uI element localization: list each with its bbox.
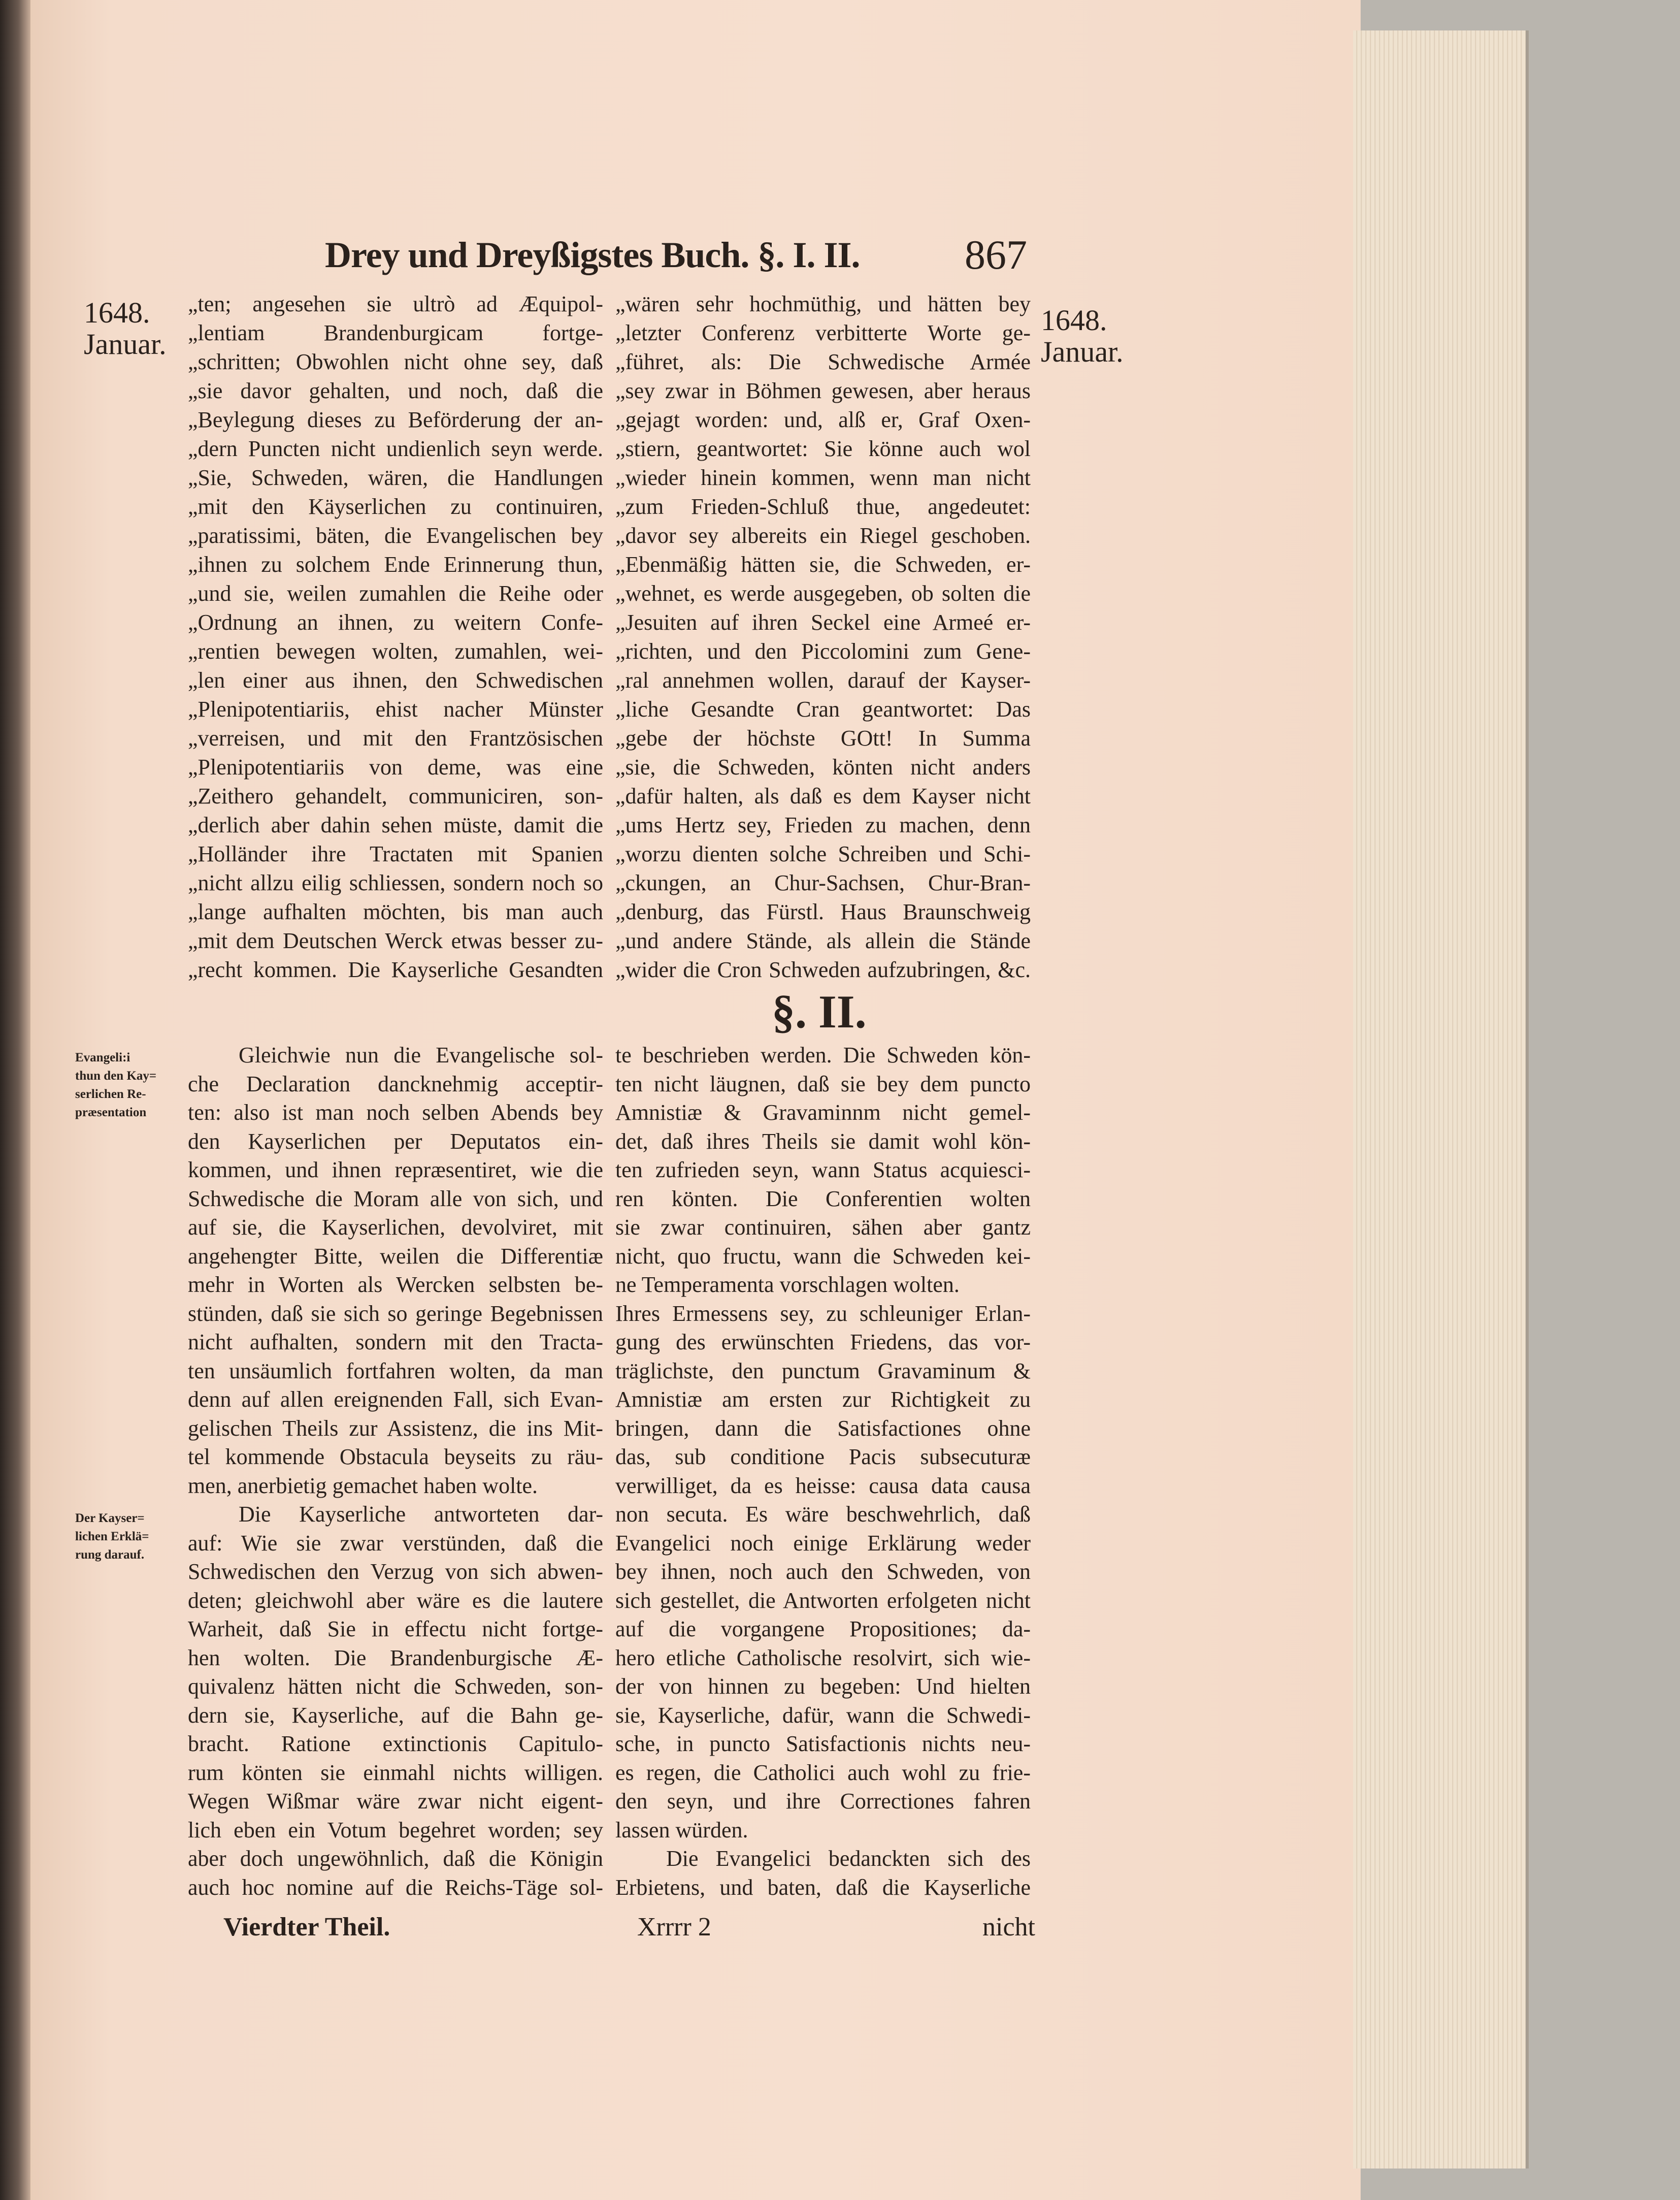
text-line: „dafür halten, als daß es dem Kayser nicht	[615, 784, 1031, 808]
text-line: „schritten; Obwohlen nicht ohne sey, daß	[188, 349, 603, 374]
month: Januar.	[1041, 335, 1124, 368]
text-line: „Jesuiten auf ihren Seckel eine Armeé er-	[615, 610, 1031, 635]
text-line: den seyn, und ihre Correctiones fahren	[615, 1789, 1031, 1814]
text-line: „Zeithero gehandelt, communiciren, son-	[188, 784, 603, 808]
text-line: „Ebenmäßig hätten sie, die Schweden, er-	[615, 552, 1031, 577]
text-line: ten zufrieden seyn, wann Status acquiesci-	[615, 1157, 1031, 1182]
text-line: rum könten sie einmahl nichts willigen.	[188, 1760, 603, 1785]
page-number: 867	[965, 232, 1027, 278]
text-line: „Beylegung dieses zu Beförderung der an-	[188, 407, 603, 432]
text-line: Ihres Ermessens sey, zu schleuniger Erlan-	[615, 1301, 1031, 1326]
text-line: „lentiam Brandenburgicam fortge-	[188, 320, 603, 345]
catchword: nicht	[982, 1913, 1035, 1942]
text-line: „ckungen, an Chur-Sachsen, Chur-Bran-	[615, 870, 1031, 895]
text-line: „ral annehmen wollen, darauf der Kayser-	[615, 668, 1031, 693]
text-line: men, anerbietig gemachet haben wolte.	[188, 1473, 538, 1498]
text-line: Evangelici noch einige Erklärung weder	[615, 1530, 1031, 1556]
book-gutter	[0, 0, 30, 2200]
text-line: ne Temperamenta vorschlagen wolten.	[615, 1272, 960, 1297]
month: Januar.	[84, 328, 167, 361]
text-line: ten unsäumlich fortfahren wolten, da man	[188, 1358, 603, 1383]
text-line: „ihnen zu solchem Ende Erinnerung thun,	[188, 552, 603, 577]
text-line: ren könten. Die Conferentien wolten	[615, 1186, 1031, 1211]
text-line: „und sie, weilen zumahlen die Reihe oder	[188, 581, 603, 606]
text-line: tel kommende Obstacula beyseits zu räu-	[188, 1444, 603, 1469]
text-line: „Ordnung an ihnen, zu weitern Confe-	[188, 610, 603, 635]
text-line: „sie, die Schweden, könten nicht anders	[615, 755, 1031, 780]
text-line: „wieder hinein kommen, wenn man nicht	[615, 465, 1031, 490]
text-line: bracht. Ratione extinctionis Capitulo-	[188, 1731, 603, 1756]
text-line: hen wolten. Die Brandenburgische Æ-	[188, 1645, 603, 1670]
text-line: nicht, quo fructu, wann die Schweden kei-	[615, 1243, 1031, 1269]
text-line: „dern Puncten nicht undienlich seyn werde.	[188, 436, 603, 461]
text-line: „davor sey albereits ein Riegel geschoben.	[615, 523, 1031, 548]
year: 1648.	[1041, 304, 1107, 337]
text-line: aber doch ungewöhnlich, daß die Königin	[188, 1846, 603, 1871]
text-line: gung des erwünschten Friedens, das vor-	[615, 1330, 1031, 1354]
year: 1648.	[84, 296, 150, 329]
text-line: „verreisen, und mit den Frantzösischen	[188, 726, 603, 751]
text-line: Gleichwie nun die Evangelische sol-	[239, 1043, 603, 1067]
text-line: der von hinnen zu begeben: Und hielten	[615, 1674, 1031, 1699]
text-line: dern sie, Kayserliche, auf die Bahn ge-	[188, 1702, 603, 1728]
note-line: thun den Kay=	[75, 1069, 157, 1083]
running-title: Drey und Dreyßigstes Buch. §. I. II.	[325, 235, 860, 275]
column-bottom-left	[188, 1041, 603, 1902]
text-line: Warheit, daß Sie in effectu nicht fortge-	[188, 1616, 603, 1641]
text-line: Schwedischen den Verzug von sich abwen-	[188, 1559, 603, 1584]
text-line: angehengter Bitte, weilen die Differentiæ	[188, 1243, 603, 1269]
note-line: præsentation	[75, 1106, 147, 1119]
text-line: es regen, die Catholici auch wohl zu frie-	[615, 1760, 1031, 1785]
text-line: auf: Wie sie zwar verstünden, daß die	[188, 1530, 603, 1556]
text-line: „paratissimi, bäten, die Evangelischen bey	[188, 523, 603, 548]
text-line: kommen, und ihnen repræsentiret, wie die	[188, 1157, 603, 1182]
note-line: lichen Erklä=	[75, 1530, 149, 1543]
text-line: auf die vorgangene Propositiones; da-	[615, 1616, 1031, 1641]
text-line: „lange aufhalten möchten, bis man auch	[188, 899, 603, 924]
text-line: denn auf allen ereignenden Fall, sich Evan-	[188, 1387, 603, 1412]
note-line: serlichen Re-	[75, 1087, 146, 1101]
volume-footer: Vierdter Theil.	[223, 1913, 390, 1942]
text-line: Die Kayserliche antworteten dar-	[239, 1502, 603, 1527]
text-line: „recht kommen. Die Kayserliche Gesandten	[188, 957, 603, 982]
text-line: „liche Gesandte Cran geantwortet: Das	[615, 697, 1031, 722]
text-line: „stiern, geantwortet: Sie könne auch wol	[615, 436, 1031, 461]
text-line: Die Evangelici bedanckten sich des	[666, 1846, 1031, 1871]
margin-note-1	[75, 1049, 179, 1122]
text-line: ten: also ist man noch selben Abends bey	[188, 1100, 603, 1125]
text-line: „mit dem Deutschen Werck etwas besser zu-	[188, 928, 603, 953]
text-line: „wehnet, es werde ausgegeben, ob solten die	[615, 581, 1031, 606]
section-heading: §. II.	[772, 986, 867, 1038]
text-line: „mit den Käyserlichen zu continuiren,	[188, 494, 603, 519]
text-line: mehr in Worten als Wercken selbsten be-	[188, 1272, 603, 1297]
text-line: auch hoc nomine auf die Reichs-Täge sol-	[188, 1874, 603, 1900]
text-line: „nicht allzu eilig schliessen, sondern noch so	[188, 870, 603, 895]
text-line: „richten, und den Piccolomini zum Gene-	[615, 639, 1031, 664]
text-line: „gebe der höchste GOtt! In Summa	[615, 726, 1031, 751]
text-line: lich eben ein Votum begehret worden; sey	[188, 1817, 603, 1842]
text-line: „ums Hertz sey, Frieden zu machen, denn	[615, 813, 1031, 837]
text-line: quivalenz hätten nicht die Schweden, son-	[188, 1674, 603, 1699]
text-line: „Plenipotentiariis, ehist nacher Münster	[188, 697, 603, 722]
text-line: Schwedische die Moram alle von sich, und	[188, 1186, 603, 1211]
margin-date-right	[1041, 305, 1124, 368]
column-top-right	[615, 289, 1031, 984]
column-top-left	[188, 289, 603, 984]
text-line: non secuta. Es wäre beschwehrlich, daß	[615, 1502, 1031, 1527]
text-line: „Holländer ihre Tractaten mit Spanien	[188, 842, 603, 866]
text-line: „wider die Cron Schweden aufzubringen, &c.	[615, 957, 1031, 982]
text-line: träglichste, den punctum Gravaminum &	[615, 1358, 1031, 1383]
text-line: bringen, dann die Satisfactiones ohne	[615, 1415, 1031, 1441]
text-line: „worzu dienten solche Schreiben und Schi-	[615, 842, 1031, 866]
note-line: rung darauf.	[75, 1548, 145, 1562]
text-line: das, sub conditione Pacis subsecuturæ	[615, 1444, 1031, 1469]
signature-mark: Xrrrr 2	[637, 1913, 711, 1942]
text-line: che Declaration dancknehmig acceptir-	[188, 1071, 603, 1096]
text-line: „letzter Conferenz verbitterte Worte ge-	[615, 320, 1031, 345]
margin-date-left	[84, 297, 167, 360]
text-line: „Plenipotentiariis von deme, was eine	[188, 755, 603, 780]
text-line: verwilliget, da es heisse: causa data causa	[615, 1473, 1031, 1498]
text-line: nicht aufhalten, sondern mit den Tracta-	[188, 1330, 603, 1354]
note-line: Evangeli:i	[75, 1051, 130, 1064]
text-line: det, daß ihres Theils sie damit wohl kön-	[615, 1128, 1031, 1154]
page-fore-edge	[1353, 30, 1529, 2169]
text-line: „len einer aus ihnen, den Schwedischen	[188, 668, 603, 693]
text-line: „sey zwar in Böhmen gewesen, aber heraus	[615, 378, 1031, 403]
text-line: Amnistiæ am ersten zur Richtigkeit zu	[615, 1387, 1031, 1412]
margin-note-2	[75, 1509, 179, 1564]
text-line: den Kayserlichen per Deputatos ein-	[188, 1128, 603, 1154]
text-line: deten; gleichwohl aber wäre es die lautere	[188, 1588, 603, 1613]
text-line: ten nicht läugnen, daß sie bey dem puncto	[615, 1071, 1031, 1096]
text-line: „führet, als: Die Schwedische Armée	[615, 349, 1031, 374]
text-line: „Sie, Schweden, wären, die Handlungen	[188, 465, 603, 490]
text-line: „zum Frieden-Schluß thue, angedeutet:	[615, 494, 1031, 519]
text-line: hero etliche Catholische resolvirt, sich wie-	[615, 1645, 1031, 1670]
text-line: Erbietens, und baten, daß die Kayserliche	[615, 1874, 1031, 1900]
text-line: sche, in puncto Satisfactionis nichts neu-	[615, 1731, 1031, 1756]
text-line: Amnistiæ & Gravaminnm nicht gemel-	[615, 1100, 1031, 1125]
note-line: Der Kayser=	[75, 1511, 145, 1525]
text-line: stünden, daß sie sich so geringe Begebnissen	[188, 1301, 603, 1326]
text-line: „wären sehr hochmüthig, und hätten bey	[615, 292, 1031, 316]
text-line: „und andere Stände, als allein die Stände	[615, 928, 1031, 953]
text-line: „denburg, das Fürstl. Haus Braunschweig	[615, 899, 1031, 924]
text-line: Wegen Wißmar wäre zwar nicht eigent-	[188, 1789, 603, 1814]
text-line: bey ihnen, noch auch den Schweden, von	[615, 1559, 1031, 1584]
text-line: „sie davor gehalten, und noch, daß die	[188, 378, 603, 403]
text-line: te beschrieben werden. Die Schweden kön-	[615, 1043, 1031, 1067]
text-line: sie zwar continuiren, sähen aber gantz	[615, 1215, 1031, 1240]
text-line: lassen würden.	[615, 1817, 748, 1842]
text-line: sich gestellet, die Antworten erfolgeten nicht	[615, 1588, 1031, 1613]
text-line: „rentien bewegen wolten, zumahlen, wei-	[188, 639, 603, 664]
text-line: auf sie, die Kayserlichen, devolviret, mit	[188, 1215, 603, 1240]
text-line: „ten; angesehen sie ultrò ad Æquipol-	[188, 292, 603, 316]
text-line: „gejagt worden: und, alß er, Graf Oxen-	[615, 407, 1031, 432]
text-line: sie, Kayserliche, dafür, wann die Schwedi-	[615, 1702, 1031, 1728]
column-bottom-right	[615, 1041, 1031, 1902]
text-line: gelischen Theils zur Assistenz, die ins Mit-	[188, 1415, 603, 1441]
text-line: „derlich aber dahin sehen müste, damit die	[188, 813, 603, 837]
